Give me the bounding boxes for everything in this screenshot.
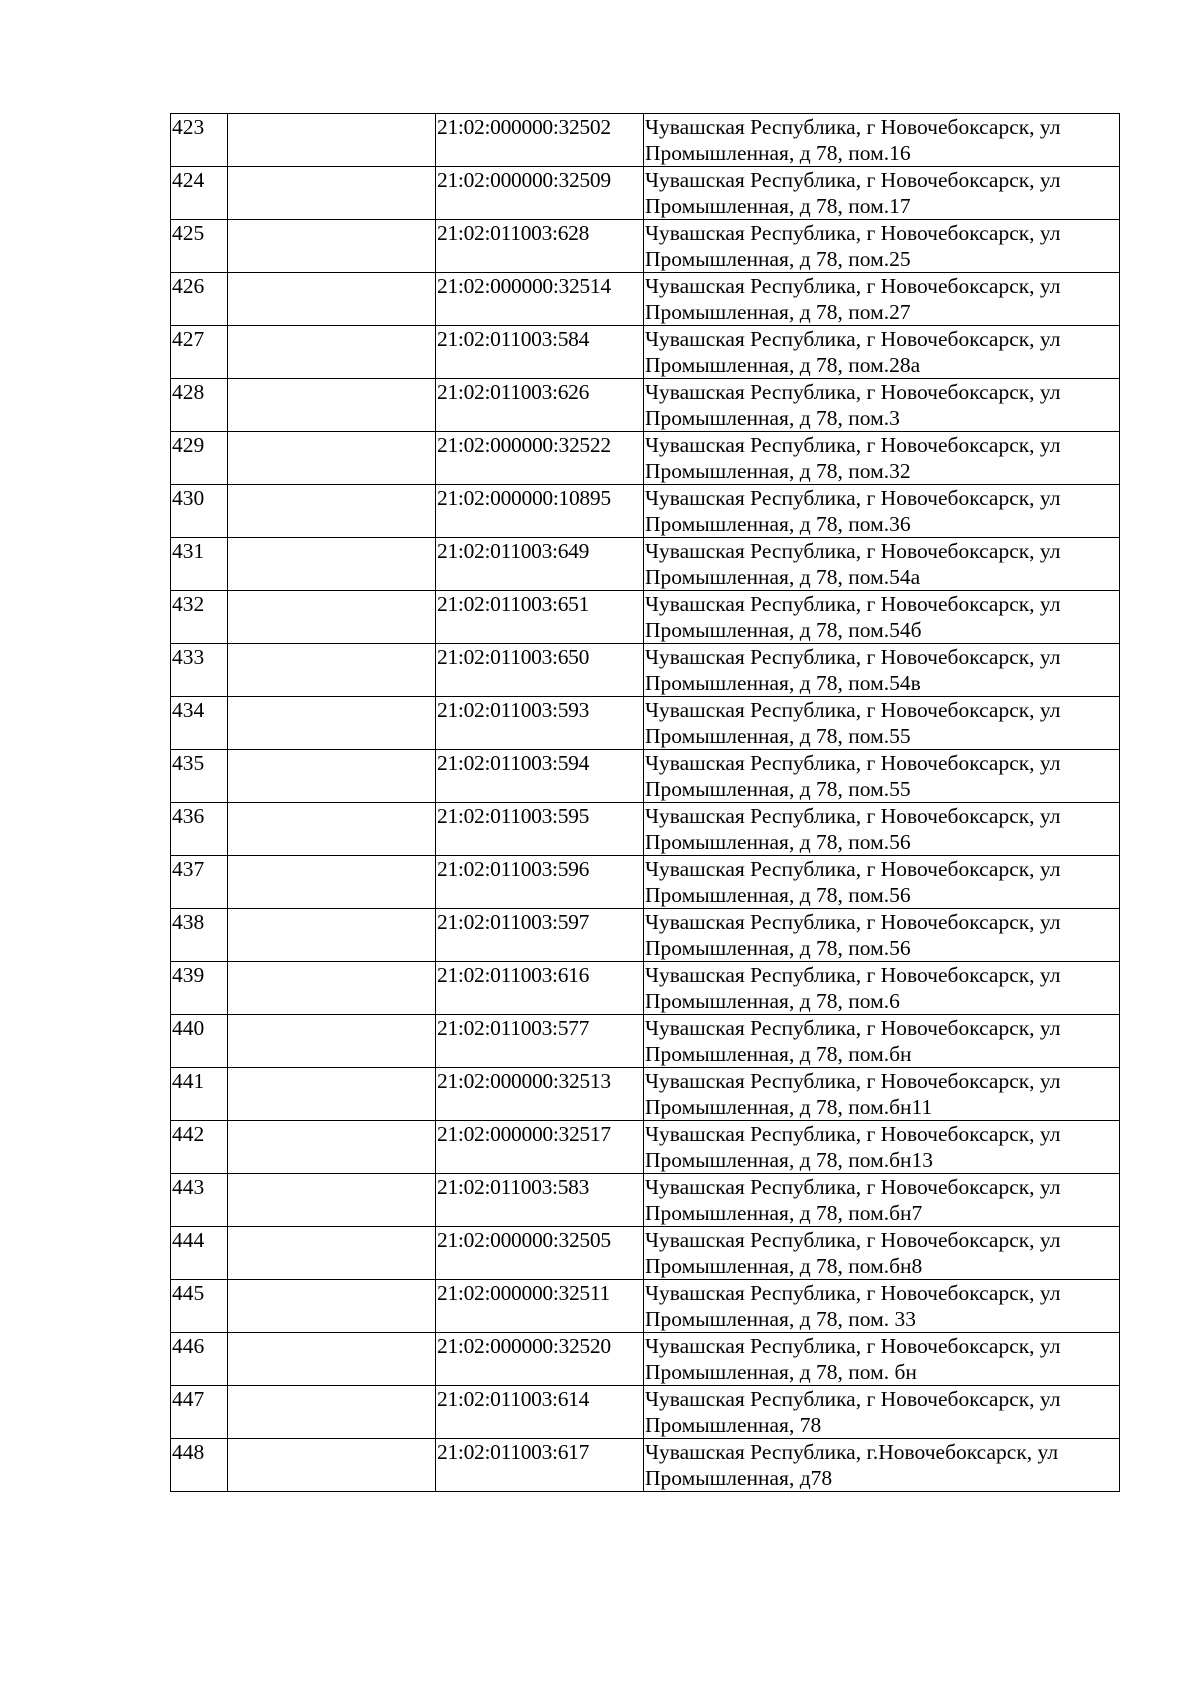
table-row (171, 909, 1120, 962)
empty-cell (228, 1121, 436, 1174)
row-number-cell: 448 (171, 1439, 228, 1492)
address-cell (644, 1333, 1120, 1386)
table-row (171, 1280, 1120, 1333)
address-line-1: Чувашская Республика, г Новочебоксарск, ул (645, 910, 1061, 934)
table-row (171, 432, 1120, 485)
cadastral-number-cell: 21:02:000000:10895 (436, 485, 644, 538)
address-line-1: Чувашская Республика, г Новочебоксарск, ул (645, 274, 1061, 298)
address-line-1: Чувашская Республика, г Новочебоксарск, ул (645, 698, 1061, 722)
address-line-1: Чувашская Республика, г Новочебоксарск, ул (645, 486, 1061, 510)
empty-cell (228, 114, 436, 167)
address-cell (644, 1121, 1120, 1174)
address-line-1: Чувашская Республика, г Новочебоксарск, ул (645, 1175, 1061, 1199)
row-number-cell: 431 (171, 538, 228, 591)
cadastral-number-cell: 21:02:011003:583 (436, 1174, 644, 1227)
cadastral-number-cell: 21:02:011003:596 (436, 856, 644, 909)
table-row (171, 856, 1120, 909)
table-row (171, 962, 1120, 1015)
address-cell (644, 485, 1120, 538)
address-cell (644, 1174, 1120, 1227)
address-line-2: Промышленная, д 78, пом.54а (645, 565, 921, 589)
address-cell (644, 1068, 1120, 1121)
row-number-cell: 445 (171, 1280, 228, 1333)
table-row (171, 1174, 1120, 1227)
cadastral-number-cell: 21:02:000000:32522 (436, 432, 644, 485)
empty-cell (228, 485, 436, 538)
table-row (171, 644, 1120, 697)
empty-cell (228, 1068, 436, 1121)
table-row (171, 326, 1120, 379)
address-line-2: Промышленная, д 78, пом.54б (645, 618, 922, 642)
empty-cell (228, 803, 436, 856)
table-row (171, 379, 1120, 432)
table-row (171, 697, 1120, 750)
address-line-2: Промышленная, 78 (645, 1413, 822, 1437)
address-cell (644, 220, 1120, 273)
address-cell (644, 909, 1120, 962)
address-line-1: Чувашская Республика, г Новочебоксарск, ул (645, 1281, 1061, 1305)
address-line-2: Промышленная, д 78, пом.бн (645, 1042, 912, 1066)
empty-cell (228, 1439, 436, 1492)
empty-cell (228, 1386, 436, 1439)
address-cell (644, 114, 1120, 167)
row-number-cell: 429 (171, 432, 228, 485)
cadastral-number-cell: 21:02:011003:597 (436, 909, 644, 962)
cadastral-number-cell: 21:02:011003:617 (436, 1439, 644, 1492)
table-row (171, 220, 1120, 273)
address-cell (644, 538, 1120, 591)
cadastral-number-cell: 21:02:011003:584 (436, 326, 644, 379)
row-number-cell: 430 (171, 485, 228, 538)
cadastral-number-cell: 21:02:011003:649 (436, 538, 644, 591)
address-line-1: Чувашская Республика, г Новочебоксарск, ул (645, 1228, 1061, 1252)
row-number-cell: 434 (171, 697, 228, 750)
row-number-cell: 437 (171, 856, 228, 909)
cadastral-number-cell: 21:02:000000:32513 (436, 1068, 644, 1121)
empty-cell (228, 273, 436, 326)
table-row (171, 750, 1120, 803)
row-number-cell: 441 (171, 1068, 228, 1121)
cadastral-number-cell: 21:02:011003:628 (436, 220, 644, 273)
empty-cell (228, 750, 436, 803)
table-row (171, 538, 1120, 591)
row-number-cell: 436 (171, 803, 228, 856)
table-row (171, 1068, 1120, 1121)
empty-cell (228, 591, 436, 644)
address-line-2: Промышленная, д 78, пом.6 (645, 989, 900, 1013)
empty-cell (228, 1015, 436, 1068)
address-line-1: Чувашская Республика, г Новочебоксарск, ул (645, 857, 1061, 881)
cadastral-number-cell: 21:02:011003:626 (436, 379, 644, 432)
address-cell (644, 273, 1120, 326)
cadastral-number-cell: 21:02:000000:32505 (436, 1227, 644, 1280)
empty-cell (228, 962, 436, 1015)
address-line-1: Чувашская Республика, г.Новочебоксарск, ул (645, 1440, 1059, 1464)
empty-cell (228, 538, 436, 591)
address-cell (644, 432, 1120, 485)
empty-cell (228, 856, 436, 909)
address-line-2: Промышленная, д 78, пом.36 (645, 512, 911, 536)
address-line-2: Промышленная, д 78, пом.бн8 (645, 1254, 923, 1278)
address-line-2: Промышленная, д 78, пом.27 (645, 300, 911, 324)
address-cell (644, 1015, 1120, 1068)
address-line-1: Чувашская Республика, г Новочебоксарск, ул (645, 539, 1061, 563)
address-line-2: Промышленная, д 78, пом.3 (645, 406, 900, 430)
empty-cell (228, 909, 436, 962)
address-line-1: Чувашская Республика, г Новочебоксарск, ул (645, 327, 1061, 351)
address-cell (644, 856, 1120, 909)
empty-cell (228, 697, 436, 750)
empty-cell (228, 220, 436, 273)
address-cell (644, 326, 1120, 379)
table-row (171, 485, 1120, 538)
address-line-2: Промышленная, д 78, пом.54в (645, 671, 921, 695)
address-cell (644, 379, 1120, 432)
empty-cell (228, 167, 436, 220)
row-number-cell: 443 (171, 1174, 228, 1227)
address-cell (644, 750, 1120, 803)
table-row (171, 1439, 1120, 1492)
table-row (171, 114, 1120, 167)
address-line-1: Чувашская Республика, г Новочебоксарск, ул (645, 804, 1061, 828)
address-cell (644, 167, 1120, 220)
table-row (171, 1386, 1120, 1439)
address-line-2: Промышленная, д 78, пом.16 (645, 141, 911, 165)
empty-cell (228, 1227, 436, 1280)
address-line-1: Чувашская Республика, г Новочебоксарск, ул (645, 1016, 1061, 1040)
address-line-1: Чувашская Республика, г Новочебоксарск, ул (645, 168, 1061, 192)
address-line-2: Промышленная, д 78, пом.бн11 (645, 1095, 933, 1119)
cadastral-number-cell: 21:02:011003:577 (436, 1015, 644, 1068)
cadastral-number-cell: 21:02:011003:614 (436, 1386, 644, 1439)
table-row (171, 167, 1120, 220)
cadastral-number-cell: 21:02:000000:32517 (436, 1121, 644, 1174)
cadastral-number-cell: 21:02:011003:616 (436, 962, 644, 1015)
cadastral-number-cell: 21:02:011003:650 (436, 644, 644, 697)
row-number-cell: 435 (171, 750, 228, 803)
cadastral-number-cell: 21:02:000000:32509 (436, 167, 644, 220)
empty-cell (228, 432, 436, 485)
empty-cell (228, 379, 436, 432)
address-line-1: Чувашская Республика, г Новочебоксарск, ул (645, 380, 1061, 404)
table-row (171, 1015, 1120, 1068)
address-line-1: Чувашская Республика, г Новочебоксарск, ул (645, 963, 1061, 987)
row-number-cell: 424 (171, 167, 228, 220)
address-line-1: Чувашская Республика, г Новочебоксарск, ул (645, 1334, 1061, 1358)
address-line-1: Чувашская Республика, г Новочебоксарск, ул (645, 433, 1061, 457)
row-number-cell: 438 (171, 909, 228, 962)
address-cell (644, 591, 1120, 644)
cadastral-number-cell: 21:02:000000:32511 (436, 1280, 644, 1333)
row-number-cell: 432 (171, 591, 228, 644)
table-row (171, 803, 1120, 856)
address-line-2: Промышленная, д 78, пом.56 (645, 936, 911, 960)
address-line-2: Промышленная, д 78, пом.бн7 (645, 1201, 923, 1225)
address-line-2: Промышленная, д78 (645, 1466, 833, 1490)
table-row (171, 1333, 1120, 1386)
row-number-cell: 440 (171, 1015, 228, 1068)
table-row (171, 273, 1120, 326)
address-line-2: Промышленная, д 78, пом.56 (645, 883, 911, 907)
address-line-1: Чувашская Республика, г Новочебоксарск, ул (645, 592, 1061, 616)
address-cell (644, 697, 1120, 750)
cadastral-number-cell: 21:02:011003:593 (436, 697, 644, 750)
row-number-cell: 427 (171, 326, 228, 379)
address-line-2: Промышленная, д 78, пом.25 (645, 247, 911, 271)
table-row (171, 591, 1120, 644)
address-cell (644, 962, 1120, 1015)
address-line-1: Чувашская Республика, г Новочебоксарск, ул (645, 115, 1061, 139)
empty-cell (228, 326, 436, 379)
empty-cell (228, 1174, 436, 1227)
row-number-cell: 447 (171, 1386, 228, 1439)
property-registry-table (170, 113, 1120, 1492)
cadastral-number-cell: 21:02:000000:32520 (436, 1333, 644, 1386)
address-cell (644, 803, 1120, 856)
row-number-cell: 442 (171, 1121, 228, 1174)
address-cell (644, 644, 1120, 697)
address-line-2: Промышленная, д 78, пом.55 (645, 777, 911, 801)
address-line-1: Чувашская Республика, г Новочебоксарск, ул (645, 645, 1061, 669)
address-cell (644, 1439, 1120, 1492)
address-line-1: Чувашская Республика, г Новочебоксарск, ул (645, 1122, 1061, 1146)
address-line-2: Промышленная, д 78, пом. 33 (645, 1307, 916, 1331)
row-number-cell: 423 (171, 114, 228, 167)
cadastral-number-cell: 21:02:011003:594 (436, 750, 644, 803)
address-line-2: Промышленная, д 78, пом. бн (645, 1360, 917, 1384)
empty-cell (228, 1333, 436, 1386)
cadastral-number-cell: 21:02:000000:32502 (436, 114, 644, 167)
address-line-2: Промышленная, д 78, пом.28а (645, 353, 921, 377)
address-line-2: Промышленная, д 78, пом.55 (645, 724, 911, 748)
address-cell (644, 1280, 1120, 1333)
address-line-2: Промышленная, д 78, пом.бн13 (645, 1148, 934, 1172)
address-cell (644, 1227, 1120, 1280)
empty-cell (228, 644, 436, 697)
empty-cell (228, 1280, 436, 1333)
address-line-1: Чувашская Республика, г Новочебоксарск, ул (645, 221, 1061, 245)
row-number-cell: 428 (171, 379, 228, 432)
address-line-1: Чувашская Республика, г Новочебоксарск, ул (645, 1387, 1061, 1411)
address-line-1: Чувашская Республика, г Новочебоксарск, ул (645, 751, 1061, 775)
address-line-1: Чувашская Республика, г Новочебоксарск, ул (645, 1069, 1061, 1093)
row-number-cell: 439 (171, 962, 228, 1015)
row-number-cell: 426 (171, 273, 228, 326)
cadastral-number-cell: 21:02:011003:595 (436, 803, 644, 856)
address-line-2: Промышленная, д 78, пом.32 (645, 459, 911, 483)
row-number-cell: 433 (171, 644, 228, 697)
row-number-cell: 425 (171, 220, 228, 273)
address-line-2: Промышленная, д 78, пом.17 (645, 194, 911, 218)
table-row (171, 1121, 1120, 1174)
address-cell (644, 1386, 1120, 1439)
row-number-cell: 446 (171, 1333, 228, 1386)
table-row (171, 1227, 1120, 1280)
address-line-2: Промышленная, д 78, пом.56 (645, 830, 911, 854)
cadastral-number-cell: 21:02:000000:32514 (436, 273, 644, 326)
row-number-cell: 444 (171, 1227, 228, 1280)
cadastral-number-cell: 21:02:011003:651 (436, 591, 644, 644)
table-body (171, 114, 1120, 1492)
